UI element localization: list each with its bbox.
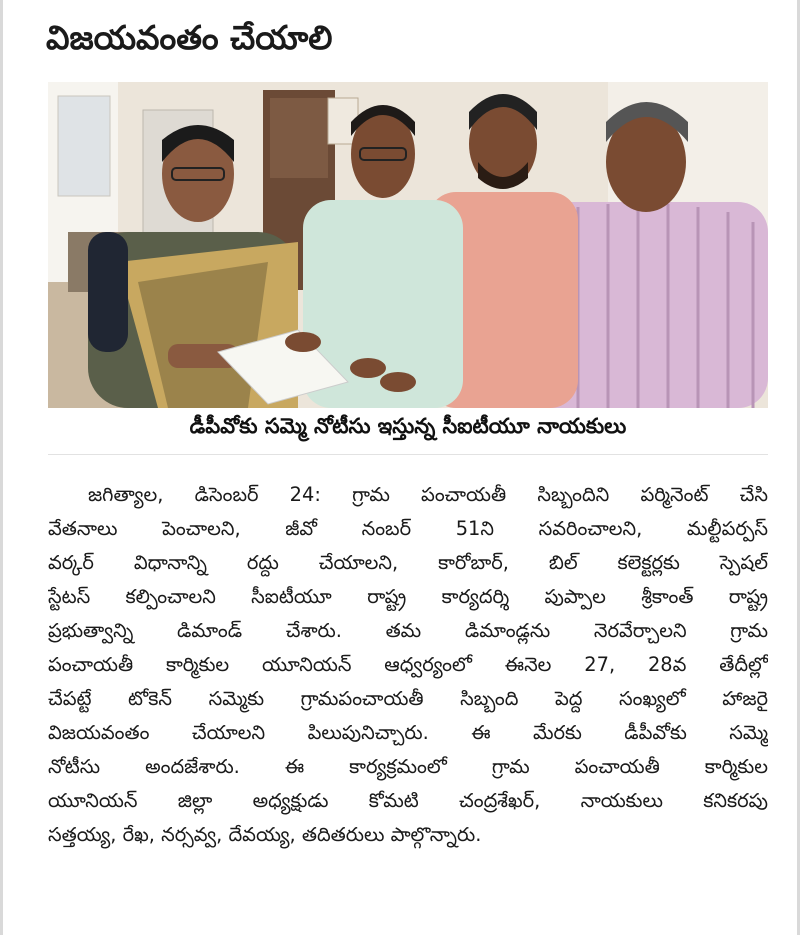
photo-caption: డీపీవోకు సమ్మె నోటీసు ఇస్తున్న సీఐటీయూ నాయకులు xyxy=(189,414,627,438)
article-line: పంచాయతీ కార్మికుల యూనియన్ ఆధ్వర్యంలో ఈనెల 27, 28వ తేదీల్లో xyxy=(48,653,768,676)
news-photo xyxy=(48,82,768,408)
article-line: యూనియన్ జిల్లా అధ్యక్షుడు కోమటి చంద్రశేఖర్, నాయకులు కనికరపు xyxy=(48,789,768,812)
article-line: చేపట్టే టోకెన్ సమ్మెకు గ్రామపంచాయతీ సిబ్బంది పెద్ద సంఖ్యలో హాజరై xyxy=(48,687,768,710)
article-body xyxy=(48,478,768,852)
article-line: నోటీసు అందజేశారు. ఈ కార్యక్రమంలో గ్రామ పంచాయతీ కార్మికుల xyxy=(48,755,768,778)
article-line: ప్రభుత్వాన్ని డిమాండ్ చేశారు. తమ డిమాండ్లను నెరవేర్చాలని గ్రామ xyxy=(48,619,768,642)
caption-divider xyxy=(48,454,768,455)
article-line: వేతనాలు పెంచాలని, జీవో నంబర్ 51ని సవరించాలని, మల్టీపర్పస్ xyxy=(48,517,768,540)
article-line: సత్తయ్య, రేఖ, నర్సవ్వ, దేవయ్య, తదితరులు పాల్గొన్నారు. xyxy=(48,823,482,846)
photo-illustration xyxy=(48,82,768,408)
article-line: వర్కర్ విధానాన్ని రద్దు చేయాలని, కారోబార్, బిల్ కలెక్టర్లకు స్పెషల్ xyxy=(48,551,768,574)
article-line: జగిత్యాల, డిసెంబర్ 24: గ్రామ పంచాయతీ సిబ్బందిని పర్మినెంట్ చేసి xyxy=(88,483,768,506)
article-line: విజయవంతం చేయాలని పిలుపునిచ్చారు. ఈ మేరకు డీపీవోకు సమ్మె xyxy=(48,721,768,744)
article-line: స్టేటస్ కల్పించాలని సీఐటీయూ రాష్ట్ర కార్యదర్శి పుప్పాల శ్రీకాంత్ రాష్ట్ర xyxy=(48,585,768,608)
left-edge-divider xyxy=(0,0,3,935)
headline: విజయవంతం చేయాలి xyxy=(46,18,333,57)
